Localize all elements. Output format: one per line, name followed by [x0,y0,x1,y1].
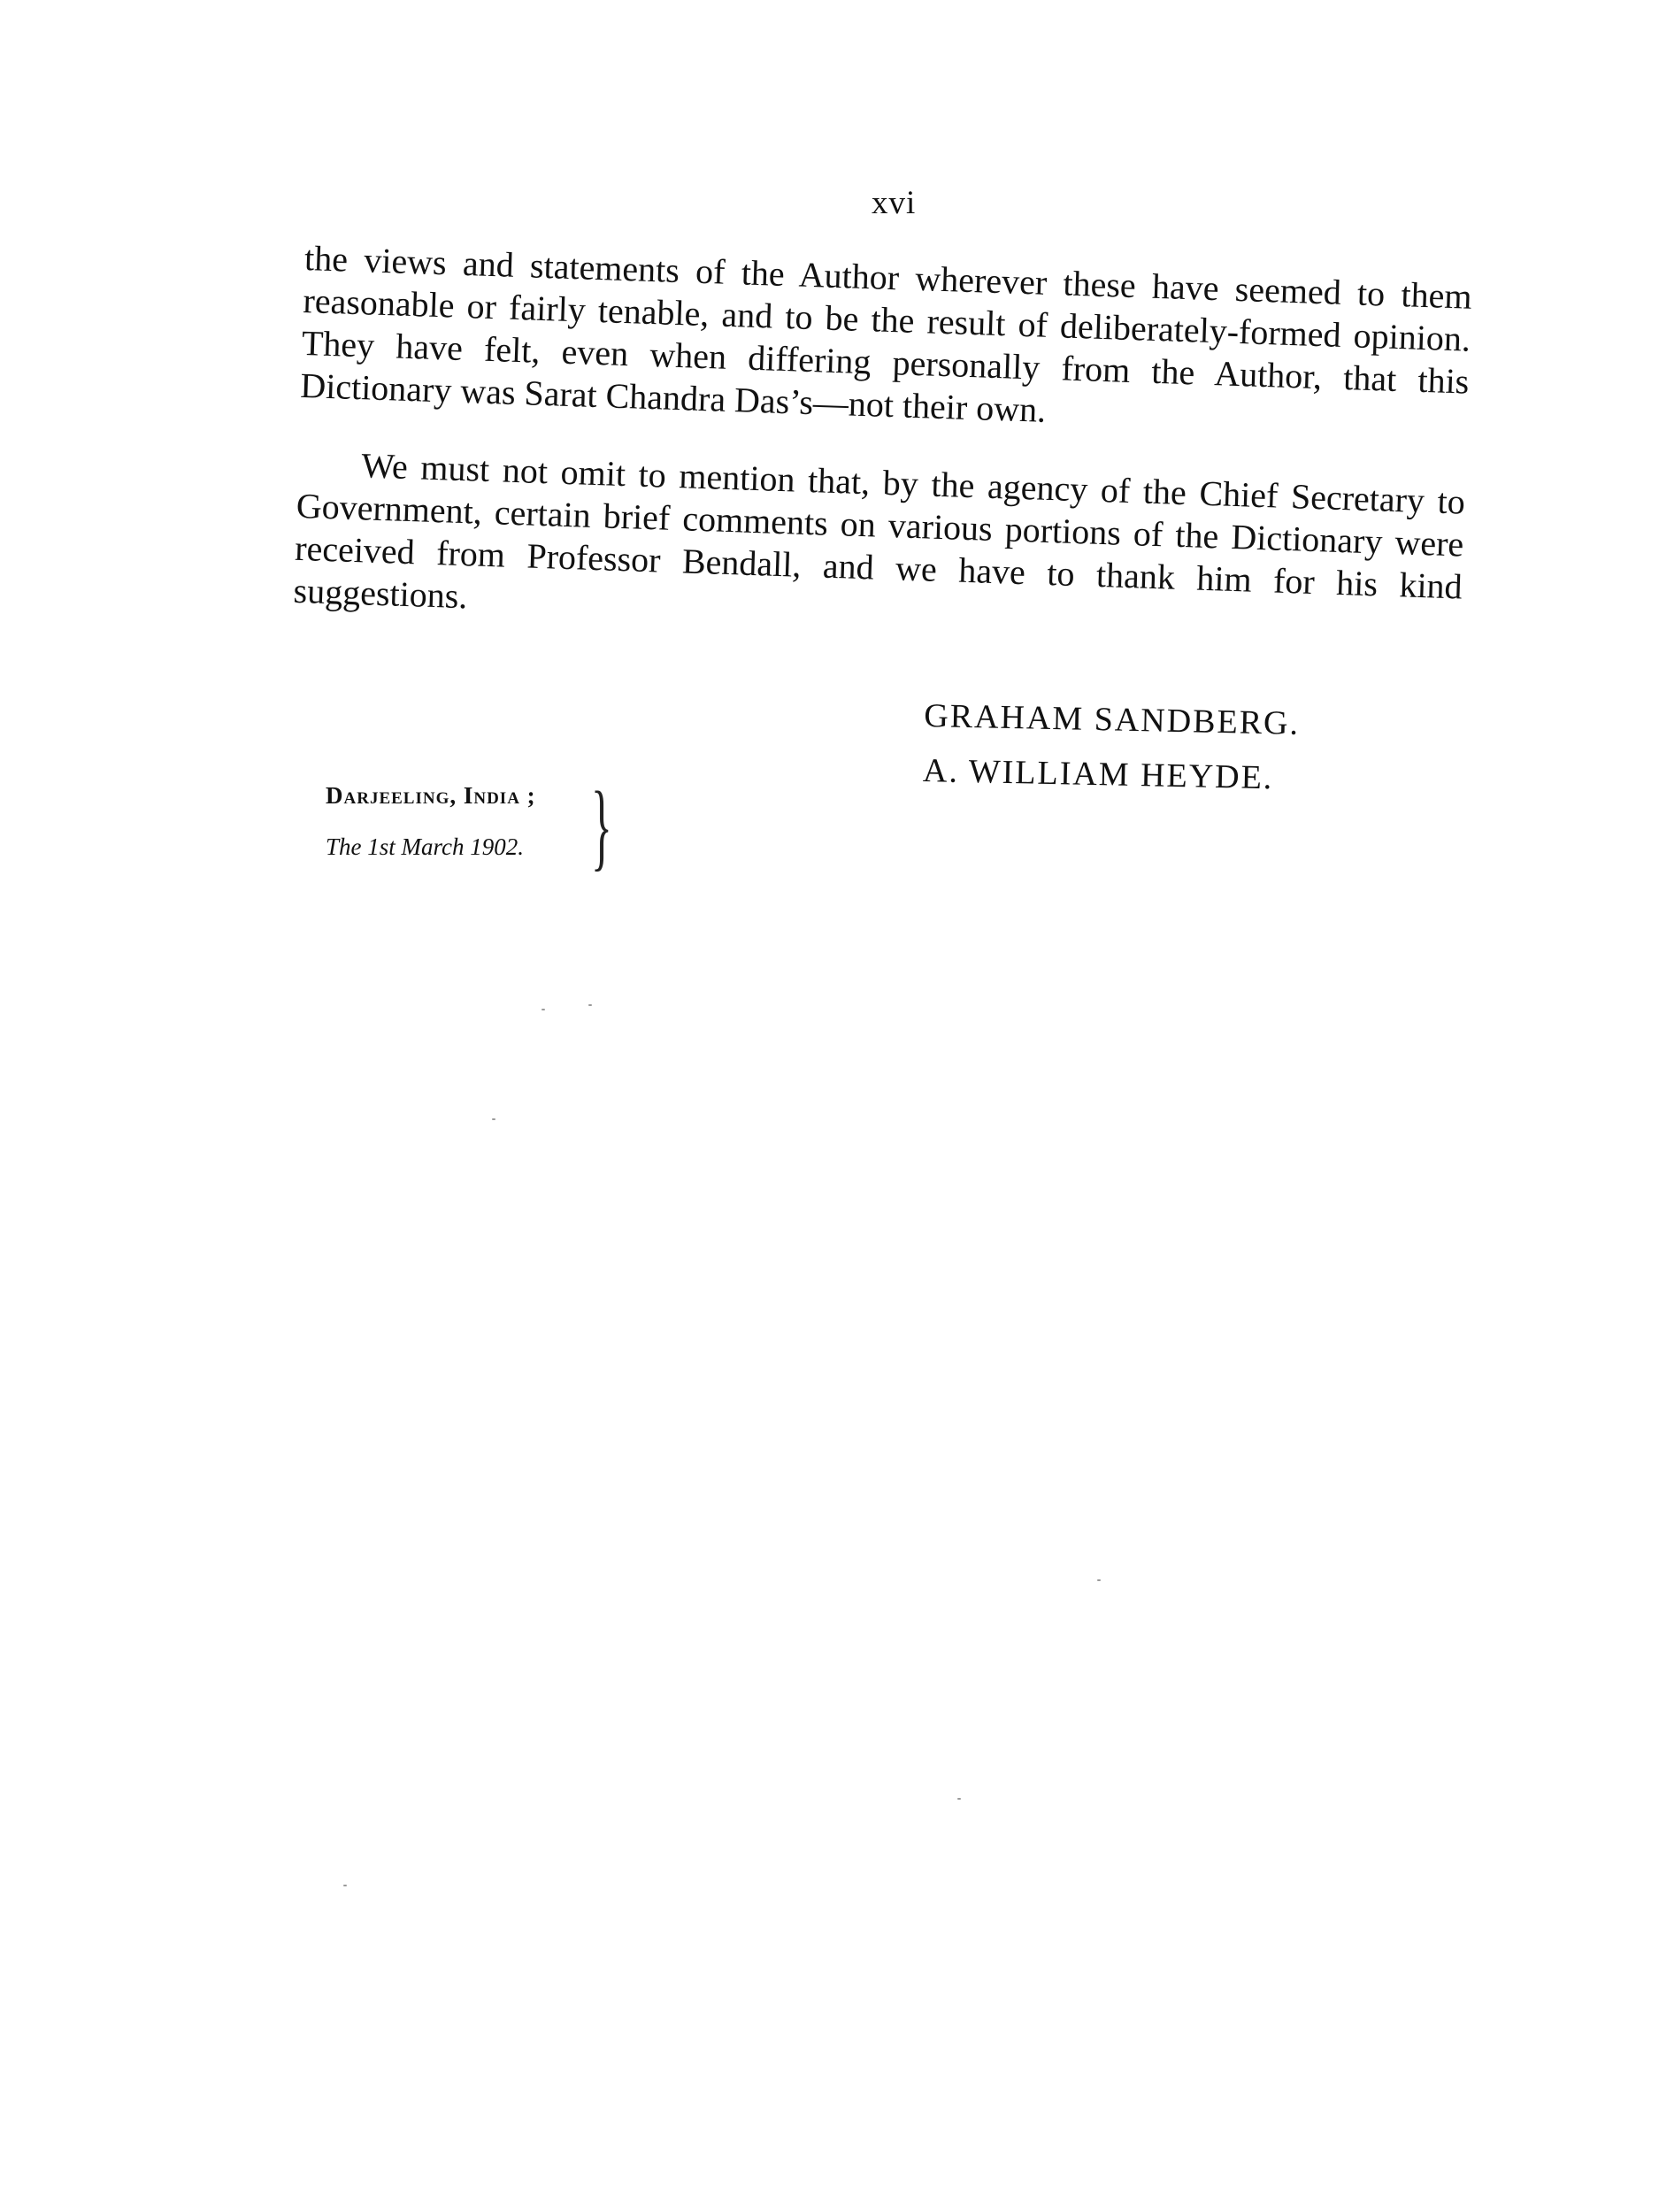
page-number: xvi [872,185,917,221]
body-text [293,237,1472,651]
curly-brace-icon: } [591,772,612,879]
scan-speck [492,1118,495,1120]
signer-1: GRAHAM SANDBERG. [923,696,1301,742]
paragraph-1: the views and statements of the Author wherever these have seemed to them reasonable or fairly tenable, and to be the result of deliberately-formed opinion. They have felt, even when differing personally from the Author, that this Dictionary was Sarat Chandra Das’s—not their own. [299,237,1473,430]
scan-speck [588,1004,592,1006]
signatures [922,688,1300,806]
scan-speck [957,1798,961,1800]
dateline-place: Darjeeling, India ; [326,782,536,809]
scan-speck [541,1009,545,1010]
scan-speck [343,1885,347,1886]
dateline-date: The 1st March 1902. [326,833,524,860]
dateline [326,770,536,872]
scan-speck [1097,1579,1101,1581]
signer-2: A. WILLIAM HEYDE. [922,751,1274,797]
paragraph-2: We must not omit to mention that, by the agency of the Chief Secretary to Government, certain brief comments on various portions of the Dictionary were received from Professor Bendall, and we have to thank him for his kind suggestions. [293,445,1466,617]
